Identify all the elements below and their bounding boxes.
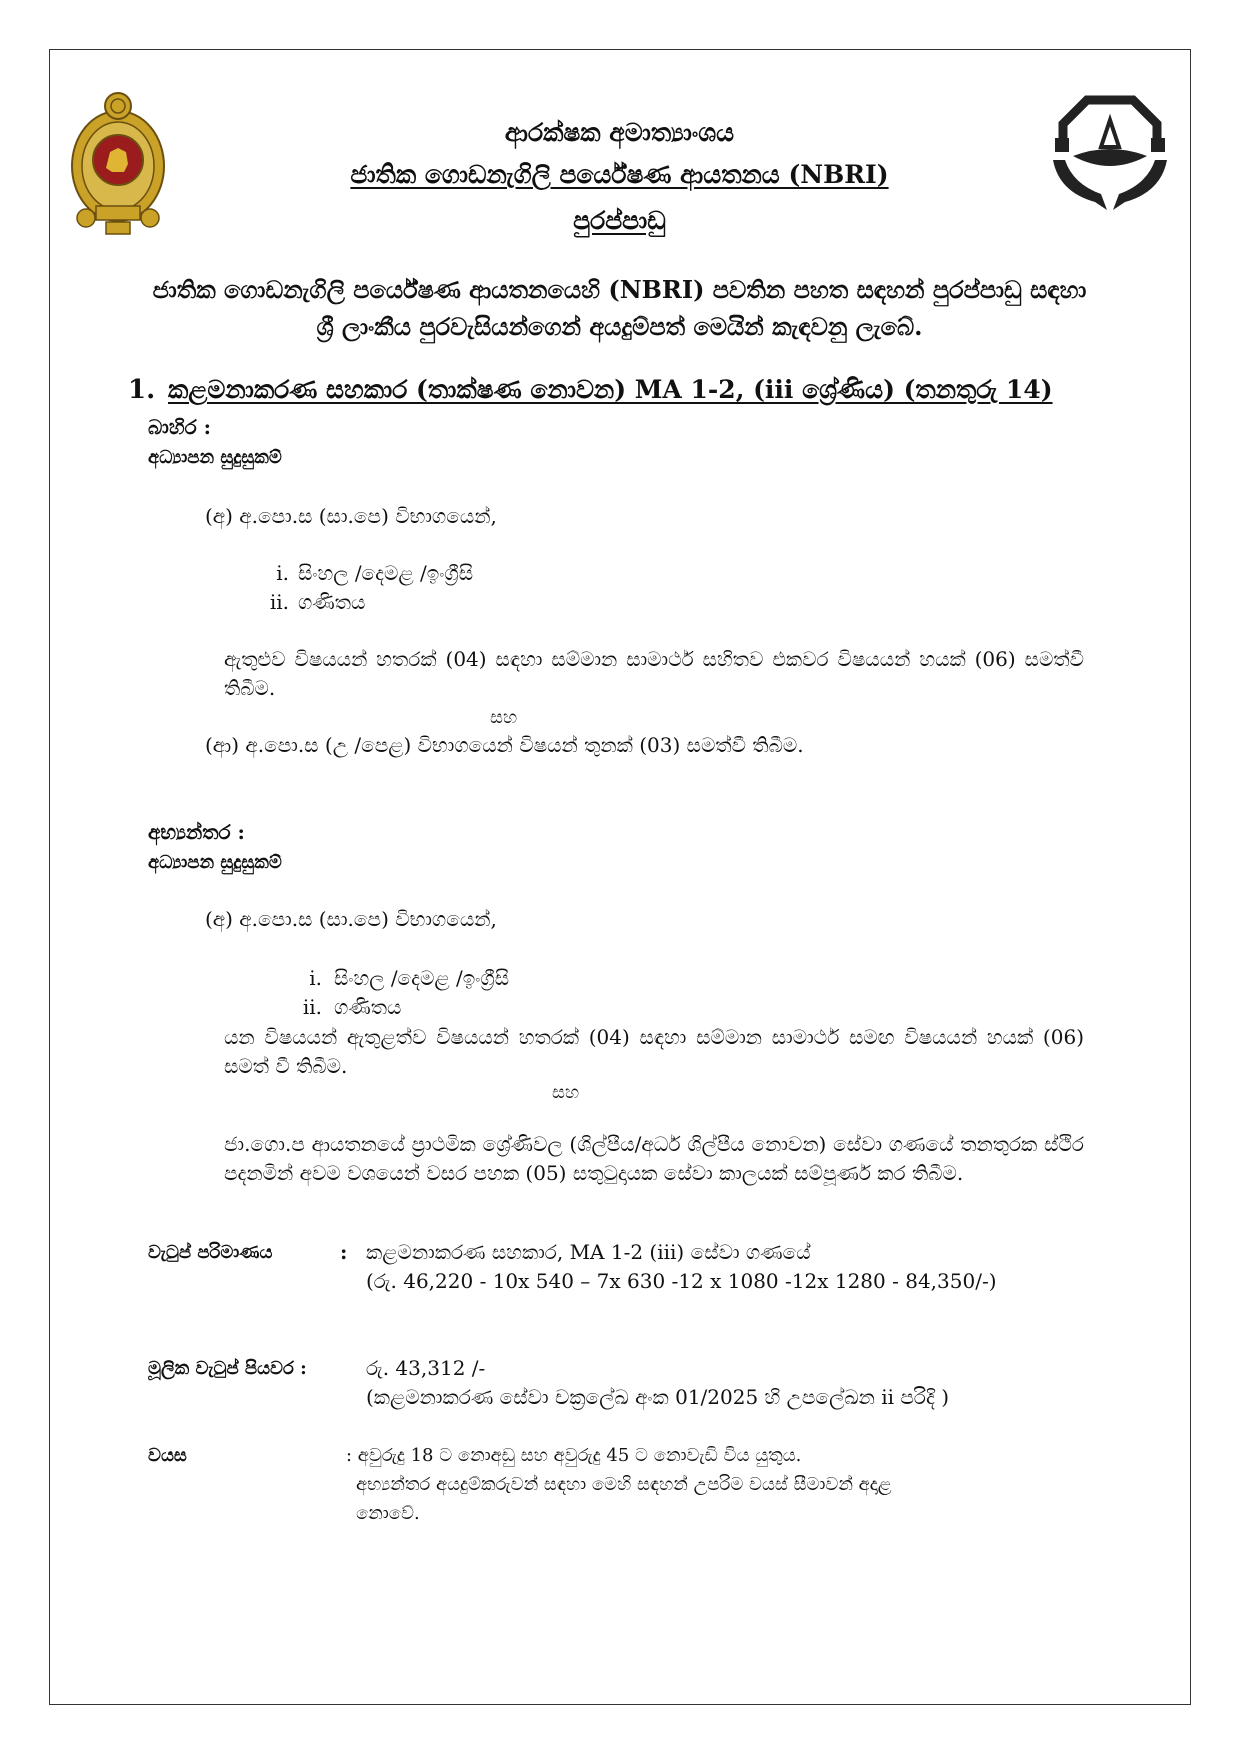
age-line-2: අභ්‍යන්තර අයදුම්කරුවන් සඳහා මෙහි සඳහන් උපරිම වයස් සීමාවන් අදාළ [356,1474,892,1495]
external-ol-label: (අ) අ.පො.ස (සා.පෙ) විභාගයෙන්, [205,504,497,528]
internal-requirement: යන විෂයයන් ඇතුළත්ව විෂයයන් හතරක් (04) සඳහා සම්මාන සාමාර්ථ සමඟ විෂයයන් හයක් (06) සමත් වී තිබීම. [224,1025,1084,1078]
vacancies-title: පුරප්පාඩු [573,206,666,235]
ministry-title: ආරක්ෂක අමාත්‍යාංශය [504,118,735,147]
nbri-logo-icon [1045,92,1175,217]
age-line-1: : අවුරුදු 18 ට නොඅඩු සහ අවුරුදු 45 ට නොවැඩි විය යුතුය. [346,1445,802,1466]
internal-subject-1-number: i. [309,966,322,990]
external-heading: බාහිර : [148,415,212,439]
salary-scale-colon: : [340,1240,348,1264]
intro-line-2: ශ්‍රී ලාංකීය පුරවැසියන්ගෙන් අයදුම්පත් මෙයින් කැඳවනු ලැබේ. [316,312,923,341]
post-number: 1. [128,375,156,405]
intro-line-1: ජාතික ගොඩනැගිලි පර්යේෂණ ආයතනයෙහි (NBRI) පවතින පහත සඳහන් පුරප්පාඩු සඳහා [152,275,1087,304]
external-qualifications-heading: අධ්‍යාපන සුදුසුකම් [148,447,282,468]
initial-salary-label: මූලික වැටුප් පියවර : [148,1358,307,1379]
internal-service-requirement: ජා.ගො.ප ආයතනයේ ප්‍රාථමික ශ්‍රේණිවල (ශිල්පීය/අර්ධ ශිල්පීය නොවන) සේවා ගණයේ තනතුරක ස්ථිර පදනමින් අවම වශයෙන් වසර පහක (05) සතුටුදායක සේවා කාලයක් සම්පූර්ණ කර තිබීම. [224,1132,1084,1185]
age-label: වයස [148,1445,187,1466]
age-line-3: නොවේ. [356,1503,420,1524]
initial-salary-note: (කළමනාකරණ සේවා චක්‍රලේඛ අංක 01/2025 හි උපලේඛන ii පරිදි ) [366,1385,950,1409]
internal-subject-1: සිංහල /දෙමළ /ඉංග්‍රීසි [334,966,510,990]
salary-scale-line-2: (රු. 46,220 - 10x 540 – 7x 630 -12 x 1080 -12x 1280 - 84,350/-) [366,1269,997,1293]
external-subject-1-number: i. [276,561,289,585]
external-subject-1: සිංහල /දෙමළ /ඉංග්‍රීසි [298,561,474,585]
external-subject-2: ගණිතය [298,590,366,614]
internal-subject-2: ගණිතය [334,995,402,1019]
internal-heading: අභ්‍යන්තර : [148,820,245,844]
salary-scale-label: වැටුප් පරිමාණය [148,1242,273,1263]
salary-scale-line-1: කළමනාකරණ සහකාර, MA 1-2 (iii) සේවා ගණයේ [366,1240,811,1264]
internal-qualifications-heading: අධ්‍යාපන සුදුසුකම් [148,852,282,873]
external-subject-2-number: ii. [269,590,289,614]
external-al-label: (ආ) අ.පො.ස (උ /පෙළ) විභාගයෙන් විෂයන් තුනක් (03) සමත්වී තිබීම. [205,733,804,757]
external-and: සහ [490,707,518,728]
post-title: කළමනාකරණ සහකාර (තාක්ෂණ නොවන) MA 1-2, (iii ශ්‍රේණිය) (තනතුරු 14) [168,375,1053,404]
internal-ol-label: (අ) අ.පො.ස (සා.පෙ) විභාගයෙන්, [205,907,497,931]
initial-salary-value: රු. 43,312 /- [366,1356,486,1380]
internal-subject-2-number: ii. [302,995,322,1019]
institute-title: ජාතික ගොඩනැගිලි පර්යේෂණ ආයතනය (NBRI) [350,160,889,189]
internal-and: සහ [552,1082,580,1103]
external-requirement: ඇතුළුව විෂයයන් හතරක් (04) සඳහා සම්මාන සාමාර්ථ සහිතව එකවර විෂයයන් හයක් (06) සමත්වී තිබීම. [224,647,1084,700]
